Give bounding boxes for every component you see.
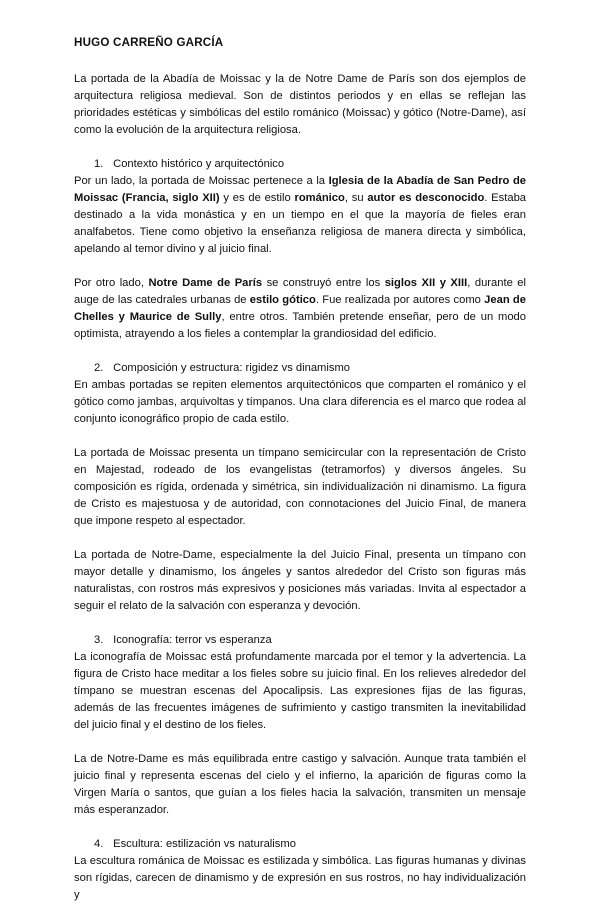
section-number: 3. (94, 634, 104, 646)
document-page (74, 35, 526, 904)
section-title: Escultura: estilización vs naturalismo (113, 838, 296, 850)
section-heading-3 (74, 632, 526, 649)
section-heading-1 (74, 156, 526, 173)
section-1-paragraph-1: Por un lado, la portada de Moissac pertenece a la Iglesia de la Abadía de San Pedro de Moissac (Francia, siglo XII) y es de estilo románico, su autor es desconocido. Estaba destinado a la vida monástica y en un tiempo en el que la mayoría de fieles eran analfabetos. Tiene como objetivo la enseñanza religiosa de manera directa y simbólica, apelando al temor divino y al juicio final. (74, 175, 527, 255)
section-title: Composición y estructura: rigidez vs dinamismo (113, 362, 350, 374)
section-number: 1. (94, 158, 104, 170)
section-3-paragraph-2: La de Notre-Dame es más equilibrada entre castigo y salvación. Aunque trata también el juicio final y representa escenas del cielo y el infierno, la aparición de figuras como la Virgen María o santos, que guían a los fieles hacia la salvación, transmiten un mensaje más esperanzador. (74, 753, 526, 816)
section-2-paragraph-3: La portada de Notre-Dame, especialmente la del Juicio Final, presenta un tímpano con mayor detalle y dinamismo, los ángeles y santos alrededor del Cristo son figuras más naturalistas, con rostros más expresivos y posiciones más variadas. Invita al espectador a seguir el relato de la salvación con esperanza y devoción. (74, 549, 526, 612)
author-name: HUGO CARREÑO GARCÍA (74, 36, 224, 49)
section-2-paragraph-1: En ambas portadas se repiten elementos arquitectónicos que comparten el románico y el gótico como jambas, arquivoltas y tímpanos. Una clara diferencia es el marco que rodea al conjunto iconográfico propio de cada estilo. (74, 379, 526, 425)
section-3-paragraph-1: La iconografía de Moissac está profundamente marcada por el temor y la advertencia. La figura de Cristo hace meditar a los fieles sobre su juicio final. En los relieves alrededor del tímpano se muestran escenas del Apocalipsis. Las expresiones fijas de las figuras, además de las frecuentes imágenes de sufrimiento y castigo transmiten la inevitabilidad del juicio final y el destino de los fieles. (74, 651, 526, 731)
intro-paragraph: La portada de la Abadía de Moissac y la de Notre Dame de París son dos ejemplos de arquitectura religiosa medieval. Son de distintos periodos y en ellas se reflejan las prioridades estéticas y simbólicas del estilo románico (Moissac) y gótico (Notre-Dame), así como la evolución de la arquitectura religiosa. (74, 73, 526, 136)
section-1-paragraph-2: Por otro lado, Notre Dame de París se construyó entre los siglos XII y XIII, durante el auge de las catedrales urbanas de estilo gótico. Fue realizada por autores como Jean de Chelles y Maurice de Sully, entre otros. También pretende enseñar, pero de un modo optimista, atrayendo a los fieles a contemplar la grandiosidad del edificio. (74, 277, 526, 340)
section-heading-2 (74, 360, 526, 377)
section-heading-4 (74, 836, 526, 853)
section-title: Contexto histórico y arquitectónico (113, 158, 285, 170)
section-4-paragraph-1: La escultura románica de Moissac es estilizada y simbólica. Las figuras humanas y divinas son rígidas, carecen de dinamismo y de expresión en sus rostros, no hay individualización y (74, 855, 526, 901)
section-number: 2. (94, 362, 104, 374)
section-number: 4. (94, 838, 104, 850)
section-title: Iconografía: terror vs esperanza (113, 634, 272, 646)
section-2-paragraph-2: La portada de Moissac presenta un tímpano semicircular con la representación de Cristo en Majestad, rodeado de los evangelistas (tetramorfos) y diversos ángeles. Su composición es rígida, ordenada y simétrica, sin individualización ni dinamismo. La figura de Cristo es majestuosa y de autoridad, con connotaciones del Juicio Final, de manera que impone respeto al espectador. (74, 447, 526, 527)
